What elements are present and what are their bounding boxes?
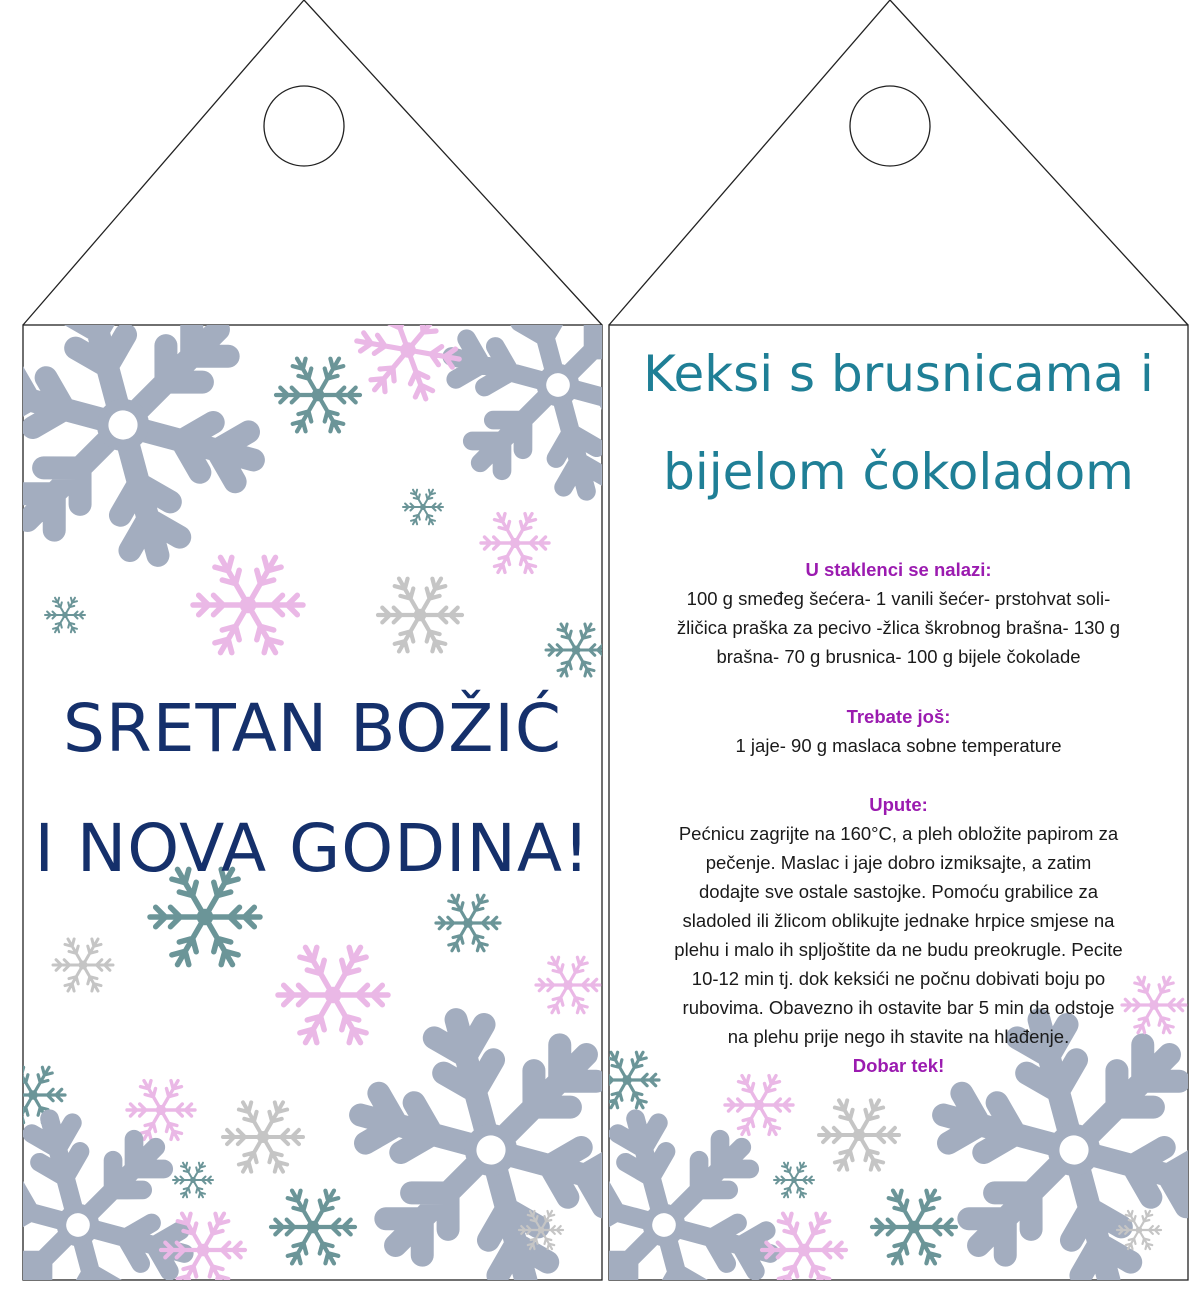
snowflake-icon <box>774 1163 814 1198</box>
instructions-line: pečenje. Maslac i jaje dobro izmiksajte, a zatim <box>705 852 1092 873</box>
front-tag <box>23 325 602 1280</box>
instructions-line: Pećnicu zagrijte na 160°C, a pleh obložite papirom za <box>678 823 1119 844</box>
recipe-tag <box>609 325 1188 1280</box>
needed-section <box>621 702 1176 760</box>
instructions-heading: Upute: <box>869 794 928 815</box>
snowflake-icon <box>330 1000 602 1280</box>
snowflake-icon <box>378 579 462 652</box>
snowflake-decoration-front <box>23 325 602 1280</box>
snowflake-icon <box>173 1163 213 1198</box>
instructions-section <box>621 790 1176 1051</box>
ingredients-line: 100 g smeđeg šećera- 1 vanili šećer- prstohvat soli- <box>686 588 1111 609</box>
snowflake-icon <box>349 325 467 403</box>
snowflake-icon <box>276 359 360 432</box>
snowflake-icon <box>193 557 303 652</box>
right-tag-hole <box>850 86 930 166</box>
snowflake-icon <box>53 939 113 991</box>
snowflake-icon <box>223 1102 303 1171</box>
snowflake-icon <box>536 957 600 1012</box>
closing-text: Dobar tek! <box>852 1055 945 1076</box>
instructions-line: na plehu prije nego ih stavite na hlađenje. <box>727 1026 1070 1047</box>
greeting-line-1: SRETAN BOŽIĆ <box>63 690 562 767</box>
snowflake-icon <box>546 624 602 676</box>
snowflake-icon <box>819 1100 899 1169</box>
instructions-line: rubovima. Obavezno ih ostavite bar 5 min da odstoje <box>682 997 1115 1018</box>
snowflake-icon <box>872 1191 956 1264</box>
recipe-title-line-2: bijelom čokoladom <box>663 443 1134 501</box>
snowflake-icon <box>725 1076 793 1135</box>
ingredients-line: brašna- 70 g brusnica- 100 g bijele čokolade <box>716 646 1081 667</box>
snowflake-icon <box>403 490 443 525</box>
instructions-line: 10-12 min tj. dok keksići ne počnu dobivati boju po <box>691 968 1106 989</box>
instructions-line: plehu i malo ih spljoštite da ne budu preokrugle. Pecite <box>674 939 1123 960</box>
snowflake-icon <box>271 1191 355 1264</box>
left-tag-roof <box>23 0 602 325</box>
instructions-line: dodajte sve ostale sastojke. Pomoću grabilice za <box>699 881 1098 902</box>
snowflake-icon <box>23 325 284 575</box>
needed-text: 1 jaje- 90 g maslaca sobne temperature <box>735 735 1062 756</box>
snowflake-icon <box>45 598 85 633</box>
greeting-line-2: I NOVA GODINA! <box>34 810 591 887</box>
ingredients-heading: U staklenci se nalazi: <box>805 559 992 580</box>
needed-heading: Trebate još: <box>846 706 951 727</box>
recipe-title-line-1: Keksi s brusnicama i <box>643 345 1154 403</box>
snowflake-icon <box>481 514 549 573</box>
snowflake-icon <box>278 947 388 1042</box>
ingredients-section <box>621 555 1176 671</box>
instructions-line: sladoled ili žlicom oblikujte jednake hrpice smjese na <box>682 910 1115 931</box>
snowflake-icon <box>436 895 500 950</box>
right-tag-roof <box>609 0 1188 325</box>
ingredients-line: žličica praška za pecivo -žlica škrobnog brašna- 130 g <box>676 617 1121 638</box>
left-tag-hole <box>264 86 344 166</box>
